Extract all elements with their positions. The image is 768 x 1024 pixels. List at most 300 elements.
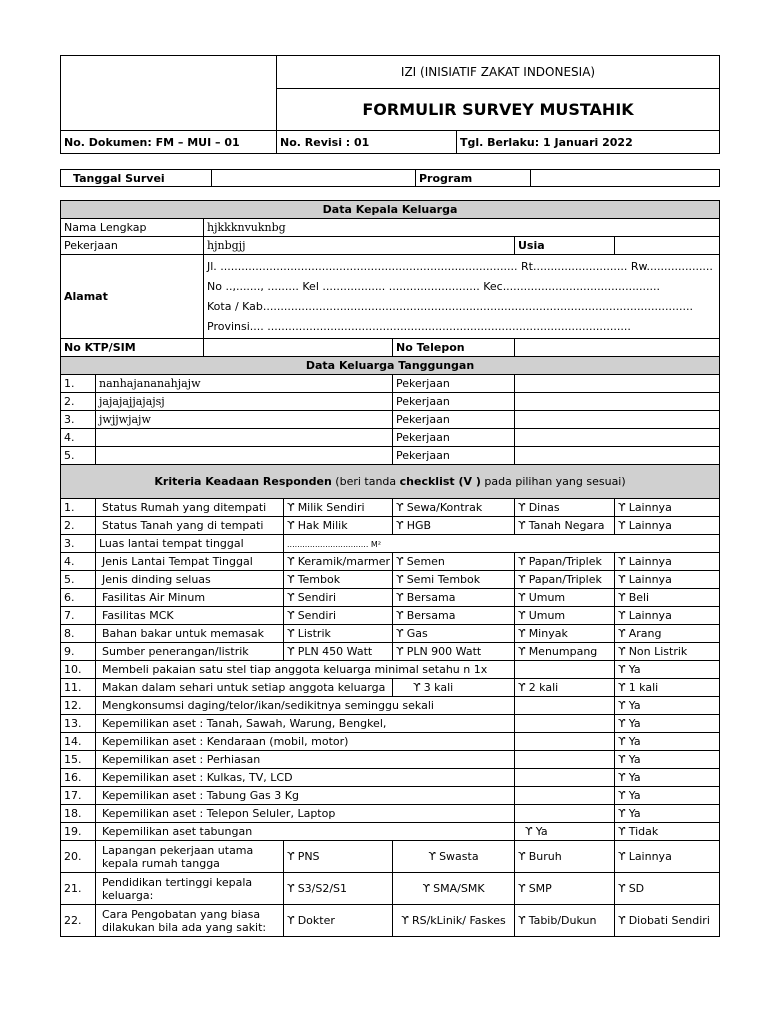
criteria-option-label: Semi Tembok xyxy=(406,573,481,586)
ktp-field[interactable] xyxy=(204,339,393,357)
criteria-option[interactable] xyxy=(284,905,393,937)
criteria-option-label: RS/kLinik/ Faskes xyxy=(411,914,506,927)
dependent-job-field[interactable] xyxy=(515,429,720,447)
check-mark-icon[interactable]: ϒ xyxy=(518,591,526,604)
criteria-number: 4. xyxy=(61,553,96,571)
check-mark-icon[interactable]: ϒ xyxy=(618,850,626,863)
criteria-option[interactable] xyxy=(615,697,720,715)
dependent-row xyxy=(61,411,720,429)
criteria-option[interactable] xyxy=(615,517,720,535)
criteria-row xyxy=(61,679,720,697)
check-mark-icon[interactable]: ϒ xyxy=(287,555,295,568)
dependent-name[interactable] xyxy=(96,447,393,465)
phone-field[interactable] xyxy=(515,339,720,357)
check-mark-icon[interactable]: ϒ xyxy=(618,645,626,658)
check-mark-icon[interactable]: ϒ xyxy=(618,591,626,604)
job-label: Pekerjaan xyxy=(61,237,204,255)
criteria-option-label: Arang xyxy=(628,627,662,640)
criteria-option[interactable] xyxy=(615,625,720,643)
criteria-option-label: Lainnya xyxy=(628,519,672,532)
criteria-number: 2. xyxy=(61,517,96,535)
criteria-option[interactable] xyxy=(284,553,393,571)
criteria-option[interactable] xyxy=(284,643,393,661)
criteria-option[interactable] xyxy=(393,499,515,517)
criteria-option[interactable] xyxy=(284,607,393,625)
check-mark-icon[interactable]: ϒ xyxy=(618,501,626,514)
criteria-label: Kepemilikan aset tabungan xyxy=(96,823,515,841)
criteria-empty-cell xyxy=(515,661,615,679)
criteria-number: 3. xyxy=(61,535,96,553)
check-mark-icon[interactable]: ϒ xyxy=(618,717,626,730)
criteria-number: 10. xyxy=(61,661,96,679)
criteria-row xyxy=(61,517,720,535)
check-mark-icon[interactable]: ϒ xyxy=(618,627,626,640)
criteria-number: 7. xyxy=(61,607,96,625)
dependent-row xyxy=(61,447,720,465)
criteria-option[interactable] xyxy=(393,905,515,937)
address-line-province: Provinsi.... ........................................................................................................ xyxy=(207,320,631,333)
criteria-number: 14. xyxy=(61,733,96,751)
criteria-option-label: SD xyxy=(628,882,645,895)
criteria-option-label: Ya xyxy=(628,735,641,748)
section-head-family: Data Kepala Keluarga xyxy=(61,201,720,219)
dependent-name[interactable]: jajajajjajajsj xyxy=(96,393,393,411)
criteria-label: Kepemilikan aset : Perhiasan xyxy=(96,751,515,769)
criteria-row xyxy=(61,571,720,589)
criteria-option-label: HGB xyxy=(406,519,432,532)
criteria-option-label: Lainnya xyxy=(628,573,672,586)
check-mark-icon[interactable]: ϒ xyxy=(618,573,626,586)
criteria-option-label: Diobati Sendiri xyxy=(628,914,710,927)
check-mark-icon[interactable]: ϒ xyxy=(287,519,295,532)
check-mark-icon[interactable]: ϒ xyxy=(518,519,526,532)
criteria-option-label: SMP xyxy=(528,882,552,895)
check-mark-icon[interactable]: ϒ xyxy=(618,914,626,927)
criteria-number: 5. xyxy=(61,571,96,589)
criteria-option-label: Ya xyxy=(628,807,641,820)
check-mark-icon[interactable]: ϒ xyxy=(518,850,526,863)
check-mark-icon[interactable]: ϒ xyxy=(287,882,295,895)
criteria-option[interactable] xyxy=(615,571,720,589)
criteria-number: 12. xyxy=(61,697,96,715)
criteria-option-label: Ya xyxy=(628,771,641,784)
dependent-number: 3. xyxy=(61,411,96,429)
survey-date-label: Tanggal Survei xyxy=(61,170,212,187)
criteria-option[interactable] xyxy=(515,499,615,517)
check-mark-icon[interactable]: ϒ xyxy=(518,555,526,568)
dependent-name[interactable] xyxy=(96,429,393,447)
criteria-label: Status Tanah yang di tempati xyxy=(96,517,284,535)
criteria-row xyxy=(61,697,720,715)
criteria-row xyxy=(61,643,720,661)
criteria-option[interactable] xyxy=(515,679,615,697)
criteria-label: Jenis dinding seluas xyxy=(96,571,284,589)
check-mark-icon[interactable]: ϒ xyxy=(401,914,409,927)
check-mark-icon[interactable]: ϒ xyxy=(618,555,626,568)
criteria-option[interactable] xyxy=(615,499,720,517)
criteria-row xyxy=(61,535,720,553)
criteria-option-label: Ya xyxy=(628,717,641,730)
check-mark-icon[interactable]: ϒ xyxy=(518,609,526,622)
criteria-option-label: Ya xyxy=(628,753,641,766)
dependent-name[interactable]: jwjjwjajw xyxy=(96,411,393,429)
criteria-row xyxy=(61,733,720,751)
floor-area-field[interactable] xyxy=(284,535,720,553)
criteria-option-label: Milik Sendiri xyxy=(297,501,365,514)
check-mark-icon[interactable]: ϒ xyxy=(413,681,421,694)
criteria-option[interactable] xyxy=(615,905,720,937)
criteria-option-label: Swasta xyxy=(439,850,479,863)
check-mark-icon[interactable]: ϒ xyxy=(525,825,533,838)
address-field[interactable] xyxy=(204,255,720,339)
check-mark-icon[interactable]: ϒ xyxy=(396,519,404,532)
section-criteria xyxy=(61,465,720,499)
criteria-option-label: Lainnya xyxy=(628,850,672,863)
criteria-instruction: (beri tanda xyxy=(331,475,400,488)
criteria-option-label: Sendiri xyxy=(297,591,337,604)
check-mark-icon[interactable]: ϒ xyxy=(396,609,404,622)
check-mark-icon[interactable]: ϒ xyxy=(618,663,626,676)
criteria-empty-cell xyxy=(515,769,615,787)
criteria-option[interactable] xyxy=(615,823,720,841)
criteria-label: Mengkonsumsi daging/telor/ikan/sedikitnya seminggu sekali xyxy=(96,697,515,715)
criteria-number: 21. xyxy=(61,873,96,905)
criteria-number: 22. xyxy=(61,905,96,937)
criteria-option[interactable] xyxy=(515,571,615,589)
criteria-option[interactable] xyxy=(515,625,615,643)
check-mark-icon[interactable]: ϒ xyxy=(618,699,626,712)
criteria-label: Kepemilikan aset : Kendaraan (mobil, motor) xyxy=(96,733,515,751)
dependent-job-field[interactable] xyxy=(515,411,720,429)
criteria-option-label: Lainnya xyxy=(628,609,672,622)
criteria-option-label: PNS xyxy=(297,850,320,863)
check-mark-icon[interactable]: ϒ xyxy=(287,627,295,640)
criteria-option[interactable] xyxy=(615,643,720,661)
valid-date: Tgl. Berlaku: 1 Januari 2022 xyxy=(457,131,720,154)
criteria-option-label: Bersama xyxy=(406,609,456,622)
check-mark-icon[interactable]: ϒ xyxy=(287,645,295,658)
criteria-label: Pendidikan tertinggi kepala keluarga: xyxy=(96,873,284,905)
criteria-number: 15. xyxy=(61,751,96,769)
criteria-option-label: Lainnya xyxy=(628,555,672,568)
criteria-option-label: S3/S2/S1 xyxy=(297,882,348,895)
dependent-job-field[interactable] xyxy=(515,393,720,411)
criteria-suffix: pada pilihan yang sesuai) xyxy=(480,475,626,488)
criteria-row xyxy=(61,905,720,937)
criteria-empty-cell xyxy=(515,787,615,805)
criteria-title: Kriteria Keadaan Responden xyxy=(154,475,332,488)
check-mark-icon[interactable]: ϒ xyxy=(428,850,437,863)
criteria-option-label: Tidak xyxy=(628,825,659,838)
check-mark-icon[interactable]: ϒ xyxy=(422,882,431,895)
check-mark-icon[interactable]: ϒ xyxy=(518,645,526,658)
criteria-number: 17. xyxy=(61,787,96,805)
criteria-number: 11. xyxy=(61,679,96,697)
check-mark-icon[interactable]: ϒ xyxy=(618,753,626,766)
program-field[interactable] xyxy=(531,170,720,187)
criteria-row xyxy=(61,499,720,517)
criteria-option[interactable] xyxy=(515,873,615,905)
check-mark-icon[interactable]: ϒ xyxy=(618,825,626,838)
criteria-option-label: Umum xyxy=(528,591,566,604)
dependent-number: 4. xyxy=(61,429,96,447)
criteria-option-label: Bersama xyxy=(406,591,456,604)
check-mark-icon[interactable]: ϒ xyxy=(518,914,526,927)
criteria-option-label: 3 kali xyxy=(423,681,454,694)
criteria-label: Kepemilikan aset : Tabung Gas 3 Kg xyxy=(96,787,515,805)
floor-area-value: ................................ M² xyxy=(287,540,382,549)
criteria-option-label: Ya xyxy=(628,789,641,802)
criteria-option[interactable] xyxy=(615,733,720,751)
check-mark-icon[interactable]: ϒ xyxy=(287,850,295,863)
form-title: FORMULIR SURVEY MUSTAHIK xyxy=(277,89,720,131)
address-line-street: Jl. ..................................................................................... Rt........................... Rw................... xyxy=(207,260,713,273)
criteria-option[interactable] xyxy=(284,873,393,905)
dependent-row xyxy=(61,429,720,447)
criteria-number: 20. xyxy=(61,841,96,873)
criteria-row xyxy=(61,589,720,607)
check-mark-icon[interactable]: ϒ xyxy=(287,914,295,927)
dependent-job-field[interactable] xyxy=(515,447,720,465)
criteria-label: Status Rumah yang ditempati xyxy=(96,499,284,517)
criteria-option-label: Buruh xyxy=(528,850,562,863)
doc-number: No. Dokumen: FM – MUI – 01 xyxy=(61,131,277,154)
dependent-job-label: Pekerjaan xyxy=(393,411,515,429)
criteria-empty-cell xyxy=(515,751,615,769)
criteria-option-label: Ya xyxy=(535,825,548,838)
criteria-option-label: Menumpang xyxy=(528,645,598,658)
criteria-label: Bahan bakar untuk memasak xyxy=(96,625,284,643)
criteria-option-label: SMA/SMK xyxy=(433,882,485,895)
criteria-option-label: Lainnya xyxy=(628,501,672,514)
check-mark-icon[interactable]: ϒ xyxy=(618,681,626,694)
criteria-label: Cara Pengobatan yang biasa dilakukan bila ada yang sakit: xyxy=(96,905,284,937)
criteria-option-label: Dokter xyxy=(297,914,335,927)
check-mark-icon[interactable]: ϒ xyxy=(287,609,295,622)
check-mark-icon[interactable]: ϒ xyxy=(396,501,404,514)
criteria-option[interactable] xyxy=(615,679,720,697)
criteria-number: 8. xyxy=(61,625,96,643)
criteria-option[interactable] xyxy=(515,553,615,571)
name-value[interactable]: hjkkknvuknbg xyxy=(204,219,720,237)
criteria-option-label: 2 kali xyxy=(528,681,559,694)
criteria-option-label: PLN 450 Watt xyxy=(297,645,373,658)
check-mark-icon[interactable]: ϒ xyxy=(518,882,526,895)
document-header xyxy=(60,55,720,154)
criteria-option[interactable] xyxy=(515,841,615,873)
survey-form-table xyxy=(60,200,720,937)
address-line-city: Kota / Kab........................................................................................................................... xyxy=(207,300,693,313)
criteria-empty-cell xyxy=(515,733,615,751)
criteria-option[interactable] xyxy=(615,873,720,905)
dependent-number: 5. xyxy=(61,447,96,465)
age-field[interactable] xyxy=(615,237,720,255)
criteria-empty-cell xyxy=(515,715,615,733)
criteria-empty-cell xyxy=(515,805,615,823)
check-mark-icon[interactable]: ϒ xyxy=(396,645,404,658)
check-mark-icon[interactable]: ϒ xyxy=(396,627,404,640)
check-mark-icon[interactable]: ϒ xyxy=(396,573,404,586)
address-label: Alamat xyxy=(61,255,204,339)
criteria-label: Luas lantai tempat tinggal xyxy=(96,535,284,553)
address-line-kel: No ..,......., ......... Kel .................. .......................... Kec............................................. xyxy=(207,280,661,293)
check-mark-icon[interactable]: ϒ xyxy=(618,735,626,748)
criteria-row xyxy=(61,751,720,769)
criteria-option[interactable] xyxy=(615,661,720,679)
check-mark-icon[interactable]: ϒ xyxy=(287,591,295,604)
criteria-option-label: Beli xyxy=(628,591,650,604)
criteria-label: Sumber penerangan/listrik xyxy=(96,643,284,661)
dependent-number: 1. xyxy=(61,375,96,393)
criteria-option-label: Non Listrik xyxy=(628,645,688,658)
criteria-option[interactable] xyxy=(515,517,615,535)
dependent-row xyxy=(61,375,720,393)
criteria-number: 13. xyxy=(61,715,96,733)
criteria-label: Fasilitas MCK xyxy=(96,607,284,625)
criteria-row xyxy=(61,805,720,823)
criteria-option[interactable] xyxy=(615,769,720,787)
logo-cell xyxy=(61,56,277,131)
survey-info-row xyxy=(60,169,720,187)
check-mark-icon[interactable]: ϒ xyxy=(618,609,626,622)
dependent-job-label: Pekerjaan xyxy=(393,429,515,447)
criteria-option-label: Semen xyxy=(406,555,445,568)
check-mark-icon[interactable]: ϒ xyxy=(518,681,526,694)
criteria-option[interactable] xyxy=(393,571,515,589)
criteria-number: 19. xyxy=(61,823,96,841)
age-label: Usia xyxy=(515,237,615,255)
criteria-row xyxy=(61,769,720,787)
criteria-row xyxy=(61,715,720,733)
criteria-option-label: Ya xyxy=(628,663,641,676)
criteria-option[interactable] xyxy=(515,589,615,607)
criteria-option[interactable] xyxy=(393,679,515,697)
criteria-number: 1. xyxy=(61,499,96,517)
section-dependents: Data Keluarga Tanggungan xyxy=(61,357,720,375)
criteria-label: Makan dalam sehari untuk setiap anggota keluarga xyxy=(96,679,393,697)
check-mark-icon[interactable]: ϒ xyxy=(396,591,404,604)
check-mark-icon[interactable]: ϒ xyxy=(518,573,526,586)
criteria-option[interactable] xyxy=(615,787,720,805)
criteria-row xyxy=(61,553,720,571)
criteria-row xyxy=(61,607,720,625)
check-mark-icon[interactable]: ϒ xyxy=(618,807,626,820)
criteria-number: 16. xyxy=(61,769,96,787)
criteria-option-label: 1 kali xyxy=(628,681,659,694)
criteria-option[interactable] xyxy=(284,625,393,643)
criteria-row xyxy=(61,661,720,679)
criteria-option[interactable] xyxy=(615,589,720,607)
criteria-option[interactable] xyxy=(515,905,615,937)
program-label: Program xyxy=(416,170,531,187)
criteria-label: Kepemilikan aset : Tanah, Sawah, Warung, Bengkel, xyxy=(96,715,515,733)
criteria-option[interactable] xyxy=(615,607,720,625)
criteria-option-label: Ya xyxy=(628,699,641,712)
criteria-option[interactable] xyxy=(284,517,393,535)
check-mark-icon[interactable]: ϒ xyxy=(396,555,404,568)
dependent-job-label: Pekerjaan xyxy=(393,393,515,411)
dependent-name[interactable]: nanhajananahjajw xyxy=(96,375,393,393)
criteria-number: 9. xyxy=(61,643,96,661)
criteria-option[interactable] xyxy=(615,553,720,571)
check-mark-icon[interactable]: ϒ xyxy=(287,573,295,586)
revision-number: No. Revisi : 01 xyxy=(277,131,457,154)
criteria-option[interactable] xyxy=(393,607,515,625)
dependent-job-field[interactable] xyxy=(515,375,720,393)
criteria-option[interactable] xyxy=(515,643,615,661)
check-mark-icon[interactable]: ϒ xyxy=(518,501,526,514)
criteria-option[interactable] xyxy=(284,841,393,873)
criteria-option-label: Hak Milik xyxy=(297,519,348,532)
org-name: IZI (INISIATIF ZAKAT INDONESIA) xyxy=(277,56,720,89)
check-mark-icon[interactable]: ϒ xyxy=(618,789,626,802)
criteria-option[interactable] xyxy=(393,553,515,571)
dependent-job-label: Pekerjaan xyxy=(393,375,515,393)
criteria-option[interactable] xyxy=(393,625,515,643)
criteria-row xyxy=(61,873,720,905)
criteria-option[interactable] xyxy=(393,643,515,661)
criteria-option-label: Gas xyxy=(406,627,428,640)
criteria-option[interactable] xyxy=(393,841,515,873)
criteria-row xyxy=(61,823,720,841)
criteria-option-label: Sendiri xyxy=(297,609,337,622)
criteria-option-label: Tabib/Dukun xyxy=(528,914,597,927)
name-label: Nama Lengkap xyxy=(61,219,204,237)
criteria-row xyxy=(61,787,720,805)
criteria-option[interactable] xyxy=(615,715,720,733)
criteria-option-label: Tembok xyxy=(297,573,341,586)
check-mark-icon[interactable]: ϒ xyxy=(518,627,526,640)
survey-date-field[interactable] xyxy=(212,170,416,187)
criteria-option[interactable] xyxy=(393,517,515,535)
criteria-empty-cell xyxy=(515,697,615,715)
check-mark-icon[interactable]: ϒ xyxy=(618,882,626,895)
check-mark-icon[interactable]: ϒ xyxy=(618,771,626,784)
phone-label: No Telepon xyxy=(393,339,515,357)
criteria-option-label: Keramik/marmer xyxy=(297,555,391,568)
dependent-number: 2. xyxy=(61,393,96,411)
criteria-option[interactable] xyxy=(393,589,515,607)
criteria-option[interactable] xyxy=(615,805,720,823)
criteria-option[interactable] xyxy=(284,499,393,517)
criteria-option[interactable] xyxy=(615,751,720,769)
ktp-label: No KTP/SIM xyxy=(61,339,204,357)
criteria-option-label: Listrik xyxy=(297,627,331,640)
check-mark-icon[interactable]: ϒ xyxy=(287,501,295,514)
criteria-label: Fasilitas Air Minum xyxy=(96,589,284,607)
criteria-option[interactable] xyxy=(515,607,615,625)
criteria-option[interactable] xyxy=(284,571,393,589)
criteria-option-label: Minyak xyxy=(528,627,568,640)
criteria-option-label: Umum xyxy=(528,609,566,622)
criteria-option-label: Sewa/Kontrak xyxy=(406,501,483,514)
criteria-option-label: Papan/Triplek xyxy=(528,573,602,586)
criteria-option[interactable] xyxy=(393,873,515,905)
criteria-option-label: PLN 900 Watt xyxy=(406,645,482,658)
criteria-row xyxy=(61,841,720,873)
criteria-option[interactable] xyxy=(515,823,615,841)
criteria-number: 6. xyxy=(61,589,96,607)
dependent-job-label: Pekerjaan xyxy=(393,447,515,465)
job-value[interactable]: hjnbgjj xyxy=(204,237,515,255)
criteria-option[interactable] xyxy=(284,589,393,607)
criteria-label: Lapangan pekerjaan utama kepala rumah tangga xyxy=(96,841,284,873)
criteria-label: Kepemilikan aset : Kulkas, TV, LCD xyxy=(96,769,515,787)
criteria-row xyxy=(61,625,720,643)
check-mark-icon[interactable]: ϒ xyxy=(618,519,626,532)
criteria-option[interactable] xyxy=(615,841,720,873)
criteria-checklist: checklist (V ) xyxy=(399,475,481,488)
